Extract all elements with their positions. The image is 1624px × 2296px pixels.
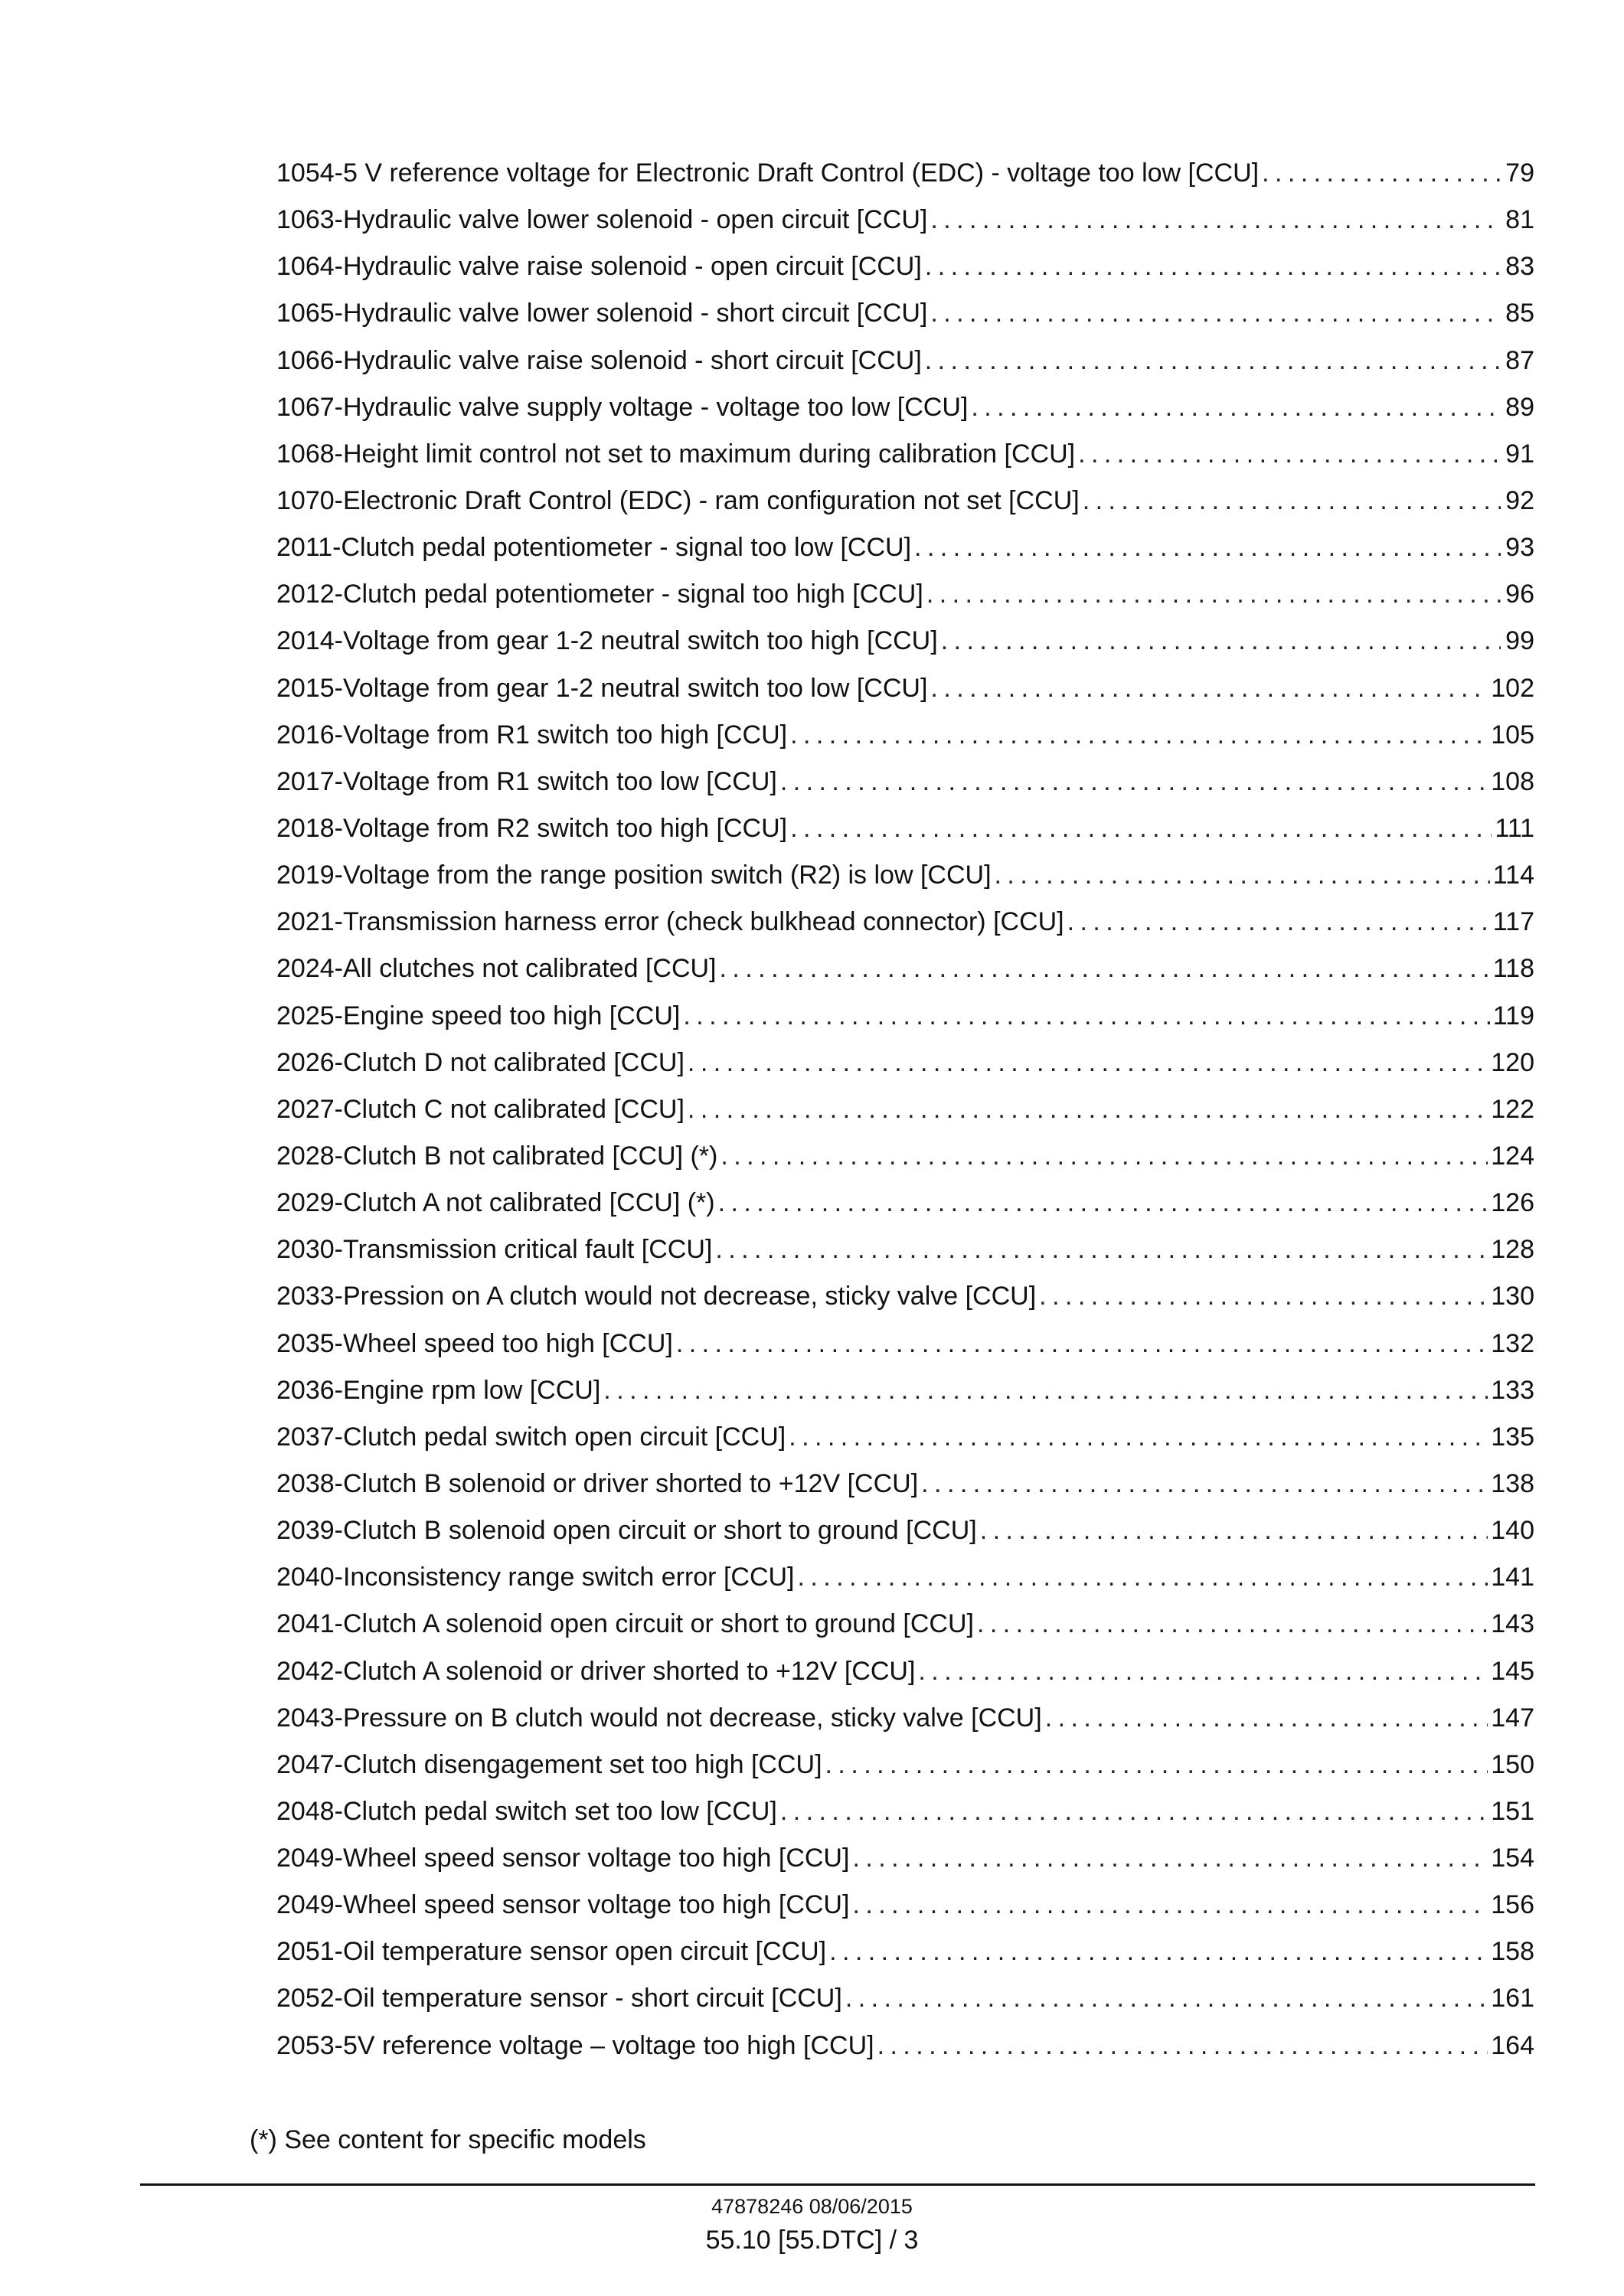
toc-entry-page: 111 <box>1495 813 1534 843</box>
toc-entry-title: 2040-Inconsistency range switch error [CCU] <box>276 1563 795 1592</box>
toc-leader-dots <box>780 759 1488 805</box>
toc-entry-page: 164 <box>1491 2030 1534 2060</box>
toc-leader-dots <box>918 1648 1488 1695</box>
toc-entry[interactable] <box>276 712 1534 759</box>
toc-entry-title: 2019-Voltage from the range position switch (R2) is low [CCU] <box>276 861 992 890</box>
toc-leader-dots <box>1078 431 1501 478</box>
toc-leader-dots <box>995 852 1490 899</box>
toc-entry-title: 1067-Hydraulic valve supply voltage - voltage too low [CCU] <box>276 392 969 422</box>
toc-entry-page: 118 <box>1492 954 1534 984</box>
toc-entry[interactable] <box>276 1367 1534 1414</box>
toc-entry[interactable] <box>276 899 1534 946</box>
toc-entry[interactable] <box>276 1273 1534 1320</box>
toc-leader-dots <box>977 1601 1488 1648</box>
toc-entry-title: 1054-5 V reference voltage for Electronic Draft Control (EDC) - voltage too low [CCU] <box>276 158 1260 188</box>
toc-entry-page: 96 <box>1505 580 1534 609</box>
toc-entry-title: 2038-Clutch B solenoid or driver shorted to +12V [CCU] <box>276 1468 919 1498</box>
toc-entry-page: 99 <box>1505 626 1534 656</box>
toc-entry-page: 126 <box>1491 1188 1534 1218</box>
toc-entry[interactable] <box>276 524 1534 571</box>
toc-entry-page: 89 <box>1505 392 1534 422</box>
toc-entry-page: 154 <box>1491 1844 1534 1873</box>
toc-entry[interactable] <box>276 1040 1534 1086</box>
toc-entry-page: 128 <box>1491 1235 1534 1265</box>
toc-leader-dots <box>676 1321 1488 1367</box>
toc-leader-dots <box>845 1975 1488 2022</box>
toc-entry-page: 85 <box>1505 299 1534 328</box>
toc-entry-page: 87 <box>1505 345 1534 375</box>
toc-entry[interactable] <box>276 665 1534 712</box>
table-of-contents <box>276 150 1534 2069</box>
toc-entry[interactable] <box>276 1742 1534 1788</box>
toc-leader-dots <box>790 712 1488 759</box>
toc-entry[interactable] <box>276 243 1534 290</box>
toc-entry-title: 2035-Wheel speed too high [CCU] <box>276 1328 673 1358</box>
toc-entry-page: 145 <box>1491 1656 1534 1686</box>
toc-entry-title: 2012-Clutch pedal potentiometer - signal too high [CCU] <box>276 580 923 609</box>
toc-leader-dots <box>789 1414 1488 1461</box>
toc-entry-page: 93 <box>1505 533 1534 563</box>
toc-entry-title: 1068-Height limit control not set to maximum during calibration [CCU] <box>276 439 1076 469</box>
toc-entry-title: 2041-Clutch A solenoid open circuit or short to ground [CCU] <box>276 1609 974 1639</box>
toc-entry-title: 1065-Hydraulic valve lower solenoid - short circuit [CCU] <box>276 299 928 328</box>
document-id: 47878246 08/06/2015 <box>711 2195 913 2218</box>
toc-entry-title: 2052-Oil temperature sensor - short circuit [CCU] <box>276 1984 842 2013</box>
toc-leader-dots <box>914 524 1501 571</box>
toc-leader-dots <box>780 1788 1488 1835</box>
toc-entry-page: 138 <box>1491 1468 1534 1498</box>
toc-entry[interactable] <box>276 1226 1534 1273</box>
toc-entry-title: 2027-Clutch C not calibrated [CCU] <box>276 1094 685 1124</box>
toc-entry[interactable] <box>276 1788 1534 1835</box>
toc-entry-page: 83 <box>1505 252 1534 282</box>
toc-entry[interactable] <box>276 290 1534 337</box>
toc-entry[interactable] <box>276 1695 1534 1742</box>
toc-entry-title: 2015-Voltage from gear 1-2 neutral switch too low [CCU] <box>276 673 928 703</box>
toc-entry-page: 156 <box>1491 1890 1534 1920</box>
toc-entry-page: 151 <box>1491 1796 1534 1826</box>
toc-entry-title: 1066-Hydraulic valve raise solenoid - short circuit [CCU] <box>276 345 922 375</box>
toc-entry-title: 2024-All clutches not calibrated [CCU] <box>276 954 717 984</box>
toc-entry-page: 143 <box>1491 1609 1534 1639</box>
toc-leader-dots <box>877 2023 1488 2069</box>
toc-leader-dots <box>688 1040 1488 1086</box>
toc-entry[interactable] <box>276 150 1534 197</box>
toc-entry-page: 132 <box>1491 1328 1534 1358</box>
toc-entry[interactable] <box>276 993 1534 1040</box>
toc-leader-dots <box>930 290 1501 337</box>
toc-entry-page: 135 <box>1491 1422 1534 1452</box>
toc-leader-dots <box>852 1835 1488 1882</box>
toc-leader-dots <box>1067 899 1490 946</box>
toc-entry-title: 2049-Wheel speed sensor voltage too high [CCU] <box>276 1890 850 1920</box>
toc-entry-title: 2049-Wheel speed sensor voltage too high [CCU] <box>276 1844 850 1873</box>
toc-entry-title: 1070-Electronic Draft Control (EDC) - ram configuration not set [CCU] <box>276 485 1080 515</box>
toc-entry-page: 79 <box>1505 158 1534 188</box>
toc-leader-dots <box>980 1507 1488 1554</box>
footer-divider <box>140 2183 1535 2186</box>
toc-leader-dots <box>1039 1273 1488 1320</box>
toc-entry[interactable] <box>276 571 1534 618</box>
toc-entry-title: 2039-Clutch B solenoid open circuit or short to ground [CCU] <box>276 1516 977 1546</box>
toc-entry-title: 2021-Transmission harness error (check bulkhead connector) [CCU] <box>276 907 1064 937</box>
toc-entry[interactable] <box>276 618 1534 665</box>
toc-entry[interactable] <box>276 1648 1534 1695</box>
toc-entry-title: 2036-Engine rpm low [CCU] <box>276 1375 601 1405</box>
toc-entry-page: 122 <box>1491 1094 1534 1124</box>
toc-entry-title: 2043-Pressure on B clutch would not decrease, sticky valve [CCU] <box>276 1703 1042 1733</box>
toc-entry[interactable] <box>276 431 1534 478</box>
toc-entry-page: 140 <box>1491 1516 1534 1546</box>
toc-entry-page: 117 <box>1492 907 1534 937</box>
toc-entry[interactable] <box>276 1461 1534 1507</box>
toc-entry[interactable] <box>276 197 1534 243</box>
toc-entry[interactable] <box>276 1180 1534 1226</box>
toc-entry-page: 141 <box>1491 1563 1534 1592</box>
toc-leader-dots <box>715 1226 1488 1273</box>
toc-entry-title: 2025-Engine speed too high [CCU] <box>276 1001 681 1030</box>
toc-entry-title: 1064-Hydraulic valve raise solenoid - open circuit [CCU] <box>276 252 922 282</box>
toc-entry-page: 150 <box>1491 1749 1534 1779</box>
toc-leader-dots <box>921 1461 1488 1507</box>
toc-entry-page: 119 <box>1492 1001 1534 1030</box>
toc-entry-title: 1063-Hydraulic valve lower solenoid - open circuit [CCU] <box>276 205 928 235</box>
toc-entry-page: 158 <box>1491 1937 1534 1967</box>
toc-leader-dots <box>798 1554 1488 1601</box>
toc-entry-page: 124 <box>1491 1141 1534 1171</box>
toc-entry[interactable] <box>276 1321 1534 1367</box>
toc-entry[interactable] <box>276 1554 1534 1601</box>
toc-leader-dots <box>688 1086 1488 1133</box>
toc-entry-page: 108 <box>1491 766 1534 796</box>
toc-entry-page: 130 <box>1491 1282 1534 1311</box>
toc-entry[interactable] <box>276 852 1534 899</box>
page-number: 55.10 [55.DTC] / 3 <box>705 2226 919 2255</box>
toc-leader-dots <box>683 993 1489 1040</box>
toc-entry-page: 147 <box>1491 1703 1534 1733</box>
toc-entry[interactable] <box>276 1975 1534 2022</box>
toc-entry-page: 114 <box>1492 861 1534 890</box>
toc-entry[interactable] <box>276 1133 1534 1180</box>
toc-entry-page: 81 <box>1505 205 1534 235</box>
toc-leader-dots <box>603 1367 1488 1414</box>
toc-leader-dots <box>1083 478 1501 524</box>
toc-leader-dots <box>852 1882 1488 1929</box>
toc-leader-dots <box>718 1180 1488 1226</box>
toc-entry-title: 2017-Voltage from R1 switch too low [CCU] <box>276 766 777 796</box>
toc-entry[interactable] <box>276 338 1534 384</box>
toc-entry[interactable] <box>276 1507 1534 1554</box>
toc-leader-dots <box>930 197 1501 243</box>
toc-entry-page: 105 <box>1491 720 1534 750</box>
toc-entry-page: 102 <box>1491 673 1534 703</box>
toc-entry[interactable] <box>276 1929 1534 1975</box>
toc-entry-title: 2042-Clutch A solenoid or driver shorted to +12V [CCU] <box>276 1656 916 1686</box>
toc-entry-page: 133 <box>1491 1375 1534 1405</box>
toc-entry-title: 2051-Oil temperature sensor open circuit [CCU] <box>276 1937 827 1967</box>
toc-entry[interactable] <box>276 1835 1534 1882</box>
toc-entry[interactable] <box>276 1414 1534 1461</box>
toc-entry-title: 2018-Voltage from R2 switch too high [CCU] <box>276 813 788 843</box>
toc-entry-page: 161 <box>1491 1984 1534 2013</box>
toc-leader-dots <box>721 1133 1488 1180</box>
toc-leader-dots <box>926 571 1501 618</box>
toc-entry[interactable] <box>276 384 1534 431</box>
toc-entry-title: 2030-Transmission critical fault [CCU] <box>276 1235 713 1265</box>
toc-entry-title: 2028-Clutch B not calibrated [CCU] (*) <box>276 1141 718 1171</box>
toc-entry-title: 2011-Clutch pedal potentiometer - signal too low [CCU] <box>276 533 912 563</box>
toc-entry-title: 2016-Voltage from R1 switch too high [CCU] <box>276 720 788 750</box>
toc-entry[interactable] <box>276 1086 1534 1133</box>
toc-leader-dots <box>790 805 1492 852</box>
toc-leader-dots <box>941 618 1501 665</box>
toc-leader-dots <box>829 1929 1488 1975</box>
toc-leader-dots <box>971 384 1501 431</box>
toc-leader-dots <box>925 243 1501 290</box>
toc-entry[interactable] <box>276 805 1534 852</box>
toc-entry-page: 91 <box>1505 439 1534 469</box>
toc-leader-dots <box>1045 1695 1488 1742</box>
toc-entry-title: 2037-Clutch pedal switch open circuit [CCU] <box>276 1422 786 1452</box>
toc-entry-title: 2033-Pression on A clutch would not decrease, sticky valve [CCU] <box>276 1282 1037 1311</box>
toc-leader-dots <box>930 665 1488 712</box>
toc-entry-title: 2048-Clutch pedal switch set too low [CCU] <box>276 1796 777 1826</box>
toc-leader-dots <box>825 1742 1488 1788</box>
toc-entry-page: 120 <box>1491 1047 1534 1077</box>
toc-entry-page: 92 <box>1505 485 1534 515</box>
toc-entry[interactable] <box>276 2023 1534 2069</box>
toc-entry-title: 2026-Clutch D not calibrated [CCU] <box>276 1047 685 1077</box>
toc-leader-dots <box>1262 150 1501 197</box>
toc-entry-title: 2029-Clutch A not calibrated [CCU] (*) <box>276 1188 715 1218</box>
toc-entry-title: 2053-5V reference voltage – voltage too high [CCU] <box>276 2030 874 2060</box>
toc-entry-title: 2047-Clutch disengagement set too high [CCU] <box>276 1749 822 1779</box>
toc-entry[interactable] <box>276 946 1534 992</box>
footnote: (*) See content for specific models <box>250 2125 646 2154</box>
toc-entry-title: 2014-Voltage from gear 1-2 neutral switch too high [CCU] <box>276 626 938 656</box>
toc-leader-dots <box>720 946 1490 992</box>
toc-leader-dots <box>925 338 1501 384</box>
toc-entry[interactable] <box>276 1882 1534 1929</box>
toc-entry[interactable] <box>276 478 1534 524</box>
toc-entry[interactable] <box>276 1601 1534 1648</box>
toc-entry[interactable] <box>276 759 1534 805</box>
